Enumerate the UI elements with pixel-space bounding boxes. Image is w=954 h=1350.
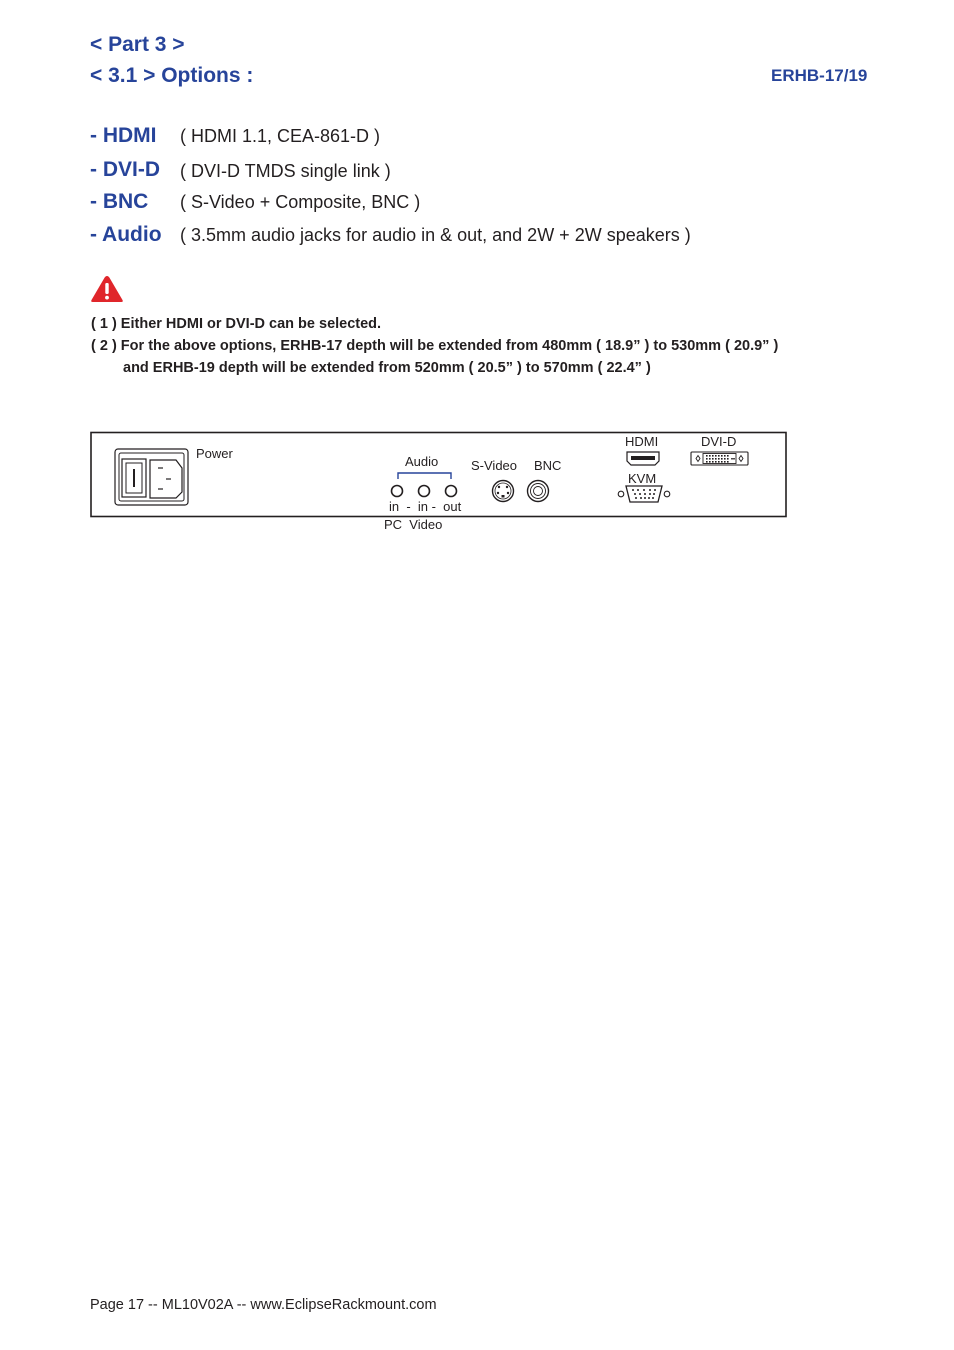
note-2-continued: and ERHB-19 depth will be extended from 520mm ( 20.5” ) to 570mm ( 22.4” ) [123,360,651,376]
audio-bracket [398,473,451,479]
page-footer: Page 17 -- ML10V02A -- www.EclipseRackmount.com [90,1297,437,1313]
hdmi-label: HDMI [625,434,659,449]
bnc-label: BNC [534,458,562,473]
option-bnc-name: - BNC [90,190,149,213]
warning-triangle-icon [89,274,125,304]
option-audio-desc: ( 3.5mm audio jacks for audio in & out, and 2W + 2W speakers ) [180,225,691,245]
svideo-connector-icon [493,481,514,502]
option-bnc-desc: ( S-Video + Composite, BNC ) [180,192,421,212]
option-dvid-desc: ( DVI-D TMDS single link ) [180,161,391,181]
section-title: < 3.1 > Options : [90,64,254,87]
option-dvid-name: - DVI-D [90,158,160,181]
model-label: ERHB-17/19 [771,66,868,85]
dvid-connector-icon [691,452,748,465]
kvm-vga-connector-icon [618,486,670,502]
hdmi-connector-icon [627,452,659,465]
option-hdmi-desc: ( HDMI 1.1, CEA-861-D ) [180,126,381,146]
power-inlet-icon [115,449,188,505]
option-hdmi-name: - HDMI [90,124,157,147]
audio-label: Audio [405,454,439,469]
power-label: Power [196,446,233,461]
dvid-label: DVI-D [701,434,737,449]
kvm-label: KVM [628,471,657,486]
note-2: ( 2 ) For the above options, ERHB-17 depth will be extended from 480mm ( 18.9” ) to 530mm ( 20.9” ) [91,338,779,354]
audio-jacks-label: in - in - out [389,499,462,514]
audio-sub-label: PC Video [384,517,443,532]
note-1: ( 1 ) Either HDMI or DVI-D can be selected. [91,316,382,332]
audio-jack-icon [392,486,457,497]
part-title: < Part 3 > [90,33,185,56]
option-audio-name: - Audio [90,223,162,246]
bnc-connector-icon [528,481,549,502]
svideo-label: S-Video [471,458,518,473]
